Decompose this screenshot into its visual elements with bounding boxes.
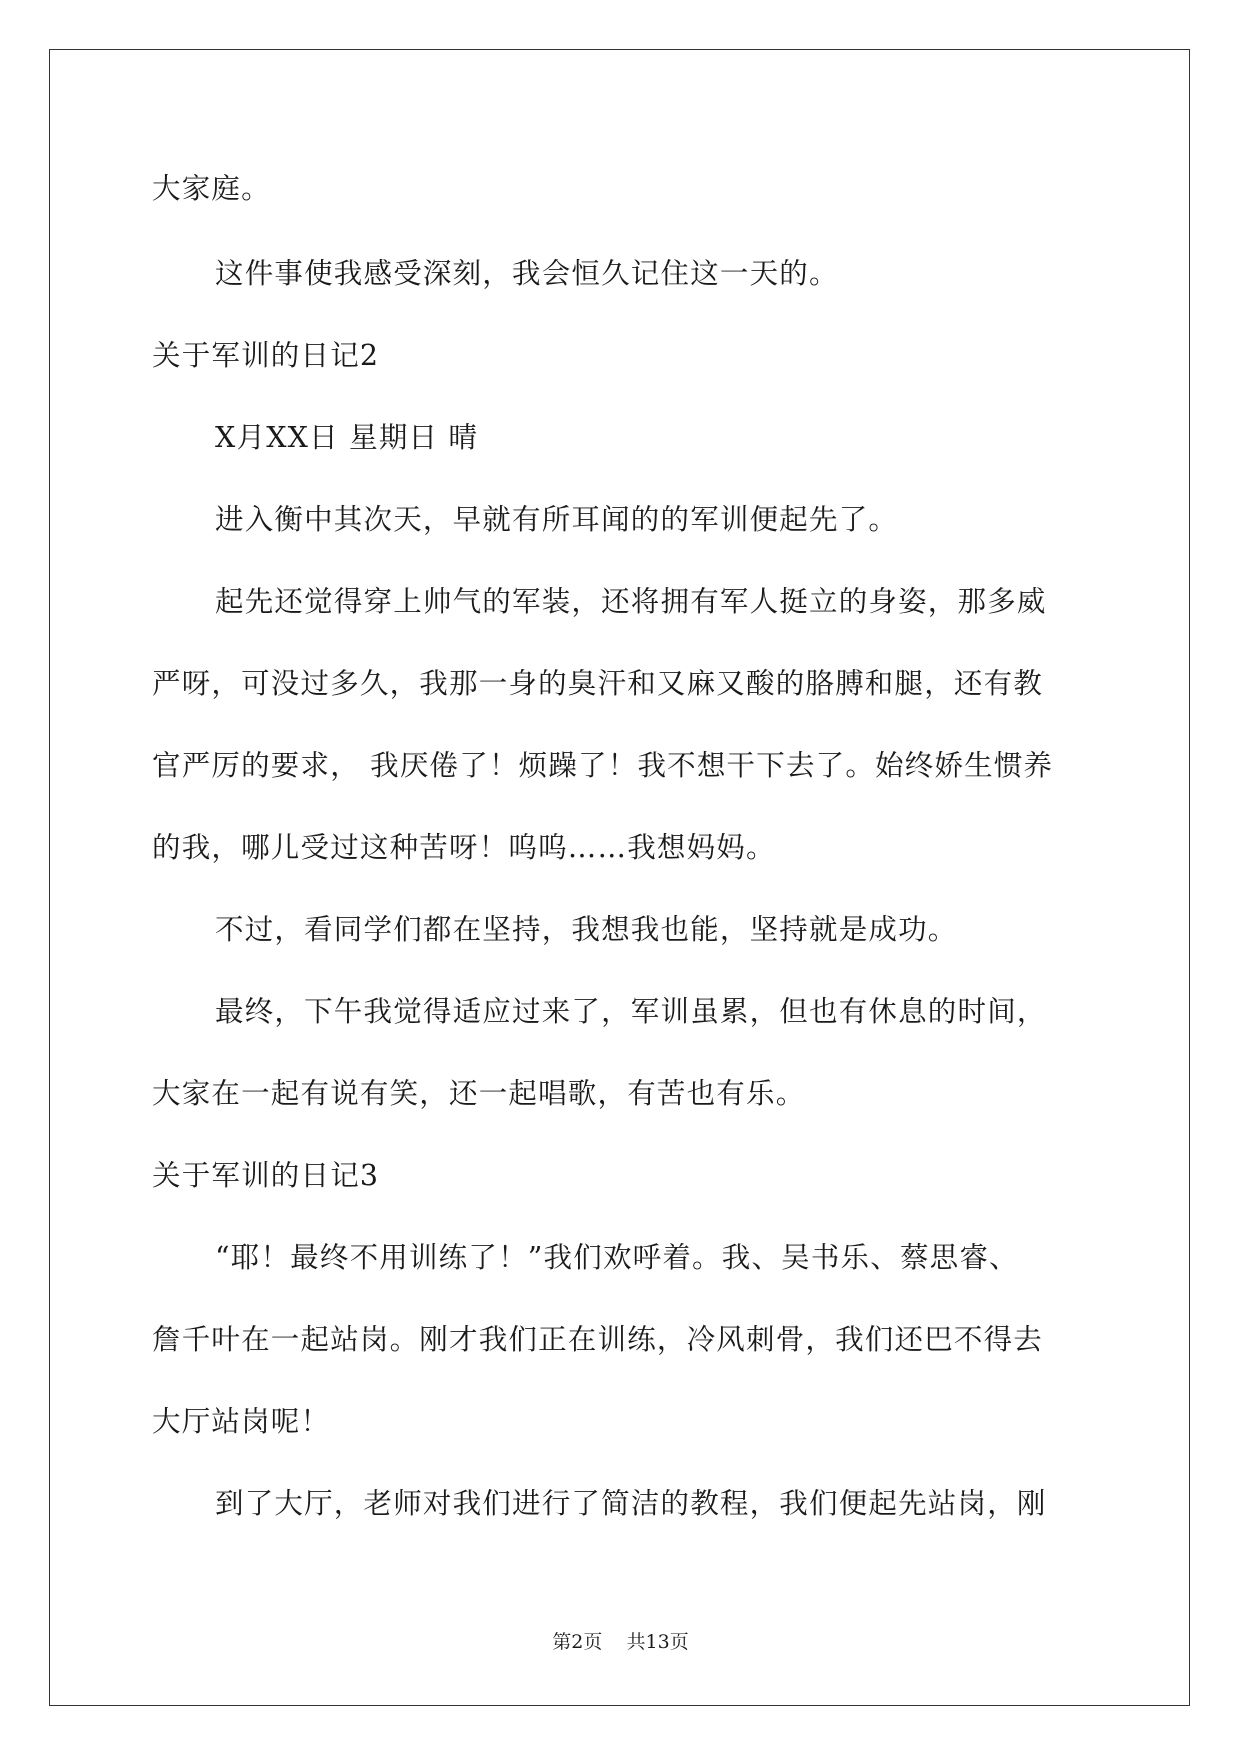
text-line: 的我，哪儿受过这种苦呀！呜呜……我想妈妈。 [152,831,776,864]
text-line: 进入衡中其次天，早就有所耳闻的的军训便起先了。 [215,503,899,536]
page-number: 第2页 [552,1631,603,1653]
text-line: “耶！最终不用训练了！”我们欢呼着。我、吴书乐、蔡思睿、 [215,1241,1019,1274]
text-line: 大家庭。 [152,172,271,205]
page-border [49,49,1190,1706]
text-line: 最终，下午我觉得适应过来了，军训虽累，但也有休息的时间， [215,995,1047,1028]
page-footer [0,1630,1241,1654]
page-total: 共13页 [626,1631,689,1653]
text-line: 这件事使我感受深刻，我会恒久记住这一天的。 [215,257,839,290]
text-line: 詹千叶在一起站岗。刚才我们正在训练，冷风刺骨，我们还巴不得去 [152,1323,1044,1356]
text-line: 起先还觉得穿上帅气的军装，还将拥有军人挺立的身姿，那多威 [215,585,1047,618]
text-line: 大厅站岗呢！ [152,1405,331,1438]
text-line: 到了大厅，老师对我们进行了简洁的教程，我们便起先站岗，刚 [215,1487,1047,1520]
text-line: 严呀，可没过多久，我那一身的臭汗和又麻又酸的胳膊和腿，还有教 [152,667,1044,700]
section-heading: 关于军训的日记2 [152,339,380,372]
section-heading: 关于军训的日记3 [152,1159,380,1192]
text-line: 官严厉的要求， 我厌倦了！烦躁了！我不想干下去了。始终娇生惯养 [152,749,1054,782]
text-line: 大家在一起有说有笑，还一起唱歌，有苦也有乐。 [152,1077,806,1110]
date-line: X月XX日 星期日 晴 [215,421,479,454]
text-line: 不过，看同学们都在坚持，我想我也能，坚持就是成功。 [215,913,958,946]
